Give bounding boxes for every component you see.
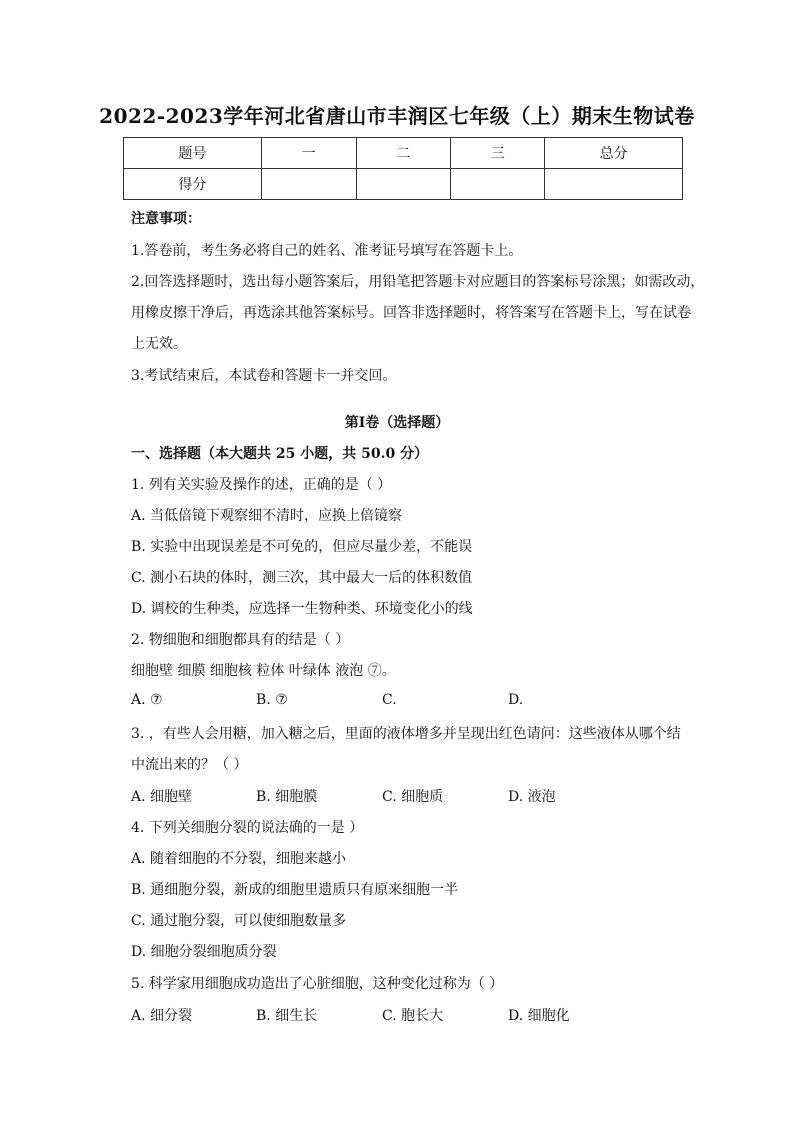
score-cell xyxy=(545,169,683,200)
score-table-score-row xyxy=(124,169,683,200)
score-table xyxy=(123,137,683,200)
question-option: D. 调校的生种类，应选择一生物种类、环境变化小的线 xyxy=(131,601,473,617)
question-option: B. 实验中出现误差是不可免的，但应尽量少差，不能误 xyxy=(131,539,473,555)
question-option: D. 细胞分裂细胞质分裂 xyxy=(131,944,277,960)
question-option: D. 细胞化 xyxy=(508,1008,570,1024)
notice-item: 3.考试结束后，本试卷和答题卡一并交回。 xyxy=(131,368,397,384)
score-row-label: 得分 xyxy=(124,169,262,200)
question-option: A. 细胞壁 xyxy=(131,789,193,805)
question-stem: 5. 科学家用细胞成功造出了心脏细胞，这种变化过称为（ ） xyxy=(131,976,504,992)
question-option: D. xyxy=(508,692,524,708)
notice-item: 1.答卷前，考生务必将自己的姓名、准考证号填写在答题卡上。 xyxy=(131,243,523,259)
question-option: C. 胞长大 xyxy=(382,1008,444,1024)
score-table-header-row xyxy=(124,138,683,169)
notice-heading: 注意事项： xyxy=(131,211,201,227)
question-option: B. 细生长 xyxy=(256,1008,318,1024)
question-stem: 3. ，有些人会用糖，加入糖之后，里面的液体增多并呈现出红色请问：这些液体从哪个结 xyxy=(131,726,681,742)
score-header-cell: 题号 xyxy=(124,138,262,169)
score-cell xyxy=(261,169,356,200)
question-stem: 2. 物细胞和细胞都具有的结是（ ） xyxy=(131,632,350,648)
question-stem: 4. 下列关细胞分裂的说法确的一是 ） xyxy=(131,820,364,836)
exam-title: 2022-2023学年河北省唐山市丰润区七年级（上）期末生物试卷 xyxy=(99,104,695,128)
question-option: C. 通过胞分裂，可以使细胞数量多 xyxy=(131,913,347,929)
question-option: A. ⑦ xyxy=(131,692,163,708)
part-title: 一、选择题（本大题共 25 小题，共 50.0 分） xyxy=(131,446,429,462)
question-option: C. xyxy=(382,692,397,708)
question-stem-line: 中流出来的？（ ） xyxy=(131,757,248,773)
score-header-cell: 一 xyxy=(261,138,356,169)
score-cell xyxy=(451,169,545,200)
question-option: B. ⑦ xyxy=(256,692,288,708)
notice-item: 上无效。 xyxy=(131,336,187,352)
question-stem-line: 细胞壁 细膜 细胞核 粒体 叶绿体 液泡 ⑦。 xyxy=(131,663,396,679)
notice-item: 2.回答选择题时，选出每小题答案后，用铅笔把答题卡对应题目的答案标号涂黑；如需改动， xyxy=(131,274,705,290)
question-option: A. 当低倍镜下观察细不清时，应换上倍镜察 xyxy=(131,508,403,524)
notice-item: 用橡皮擦干净后，再选涂其他答案标号。回答非选择题时，将答案写在答题卡上，写在试卷 xyxy=(131,305,691,321)
question-stem: 1. 列有关实验及操作的述，正确的是（ ） xyxy=(131,477,392,493)
section-title: 第I卷（选择题） xyxy=(344,415,450,431)
score-header-cell: 二 xyxy=(356,138,451,169)
score-header-cell: 三 xyxy=(451,138,545,169)
question-option: C. 细胞质 xyxy=(382,789,444,805)
question-option: B. 通细胞分裂，新成的细胞里遗质只有原来细胞一半 xyxy=(131,882,459,898)
question-option: C. 测小石块的体时，测三次，其中最大一后的体积数值 xyxy=(131,570,473,586)
question-option: A. 随着细胞的不分裂，细胞来越小 xyxy=(131,851,347,867)
score-header-cell: 总分 xyxy=(545,138,683,169)
question-option: B. 细胞膜 xyxy=(256,789,318,805)
score-cell xyxy=(356,169,451,200)
question-option: D. 液泡 xyxy=(508,789,556,805)
question-option: A. 细分裂 xyxy=(131,1008,193,1024)
